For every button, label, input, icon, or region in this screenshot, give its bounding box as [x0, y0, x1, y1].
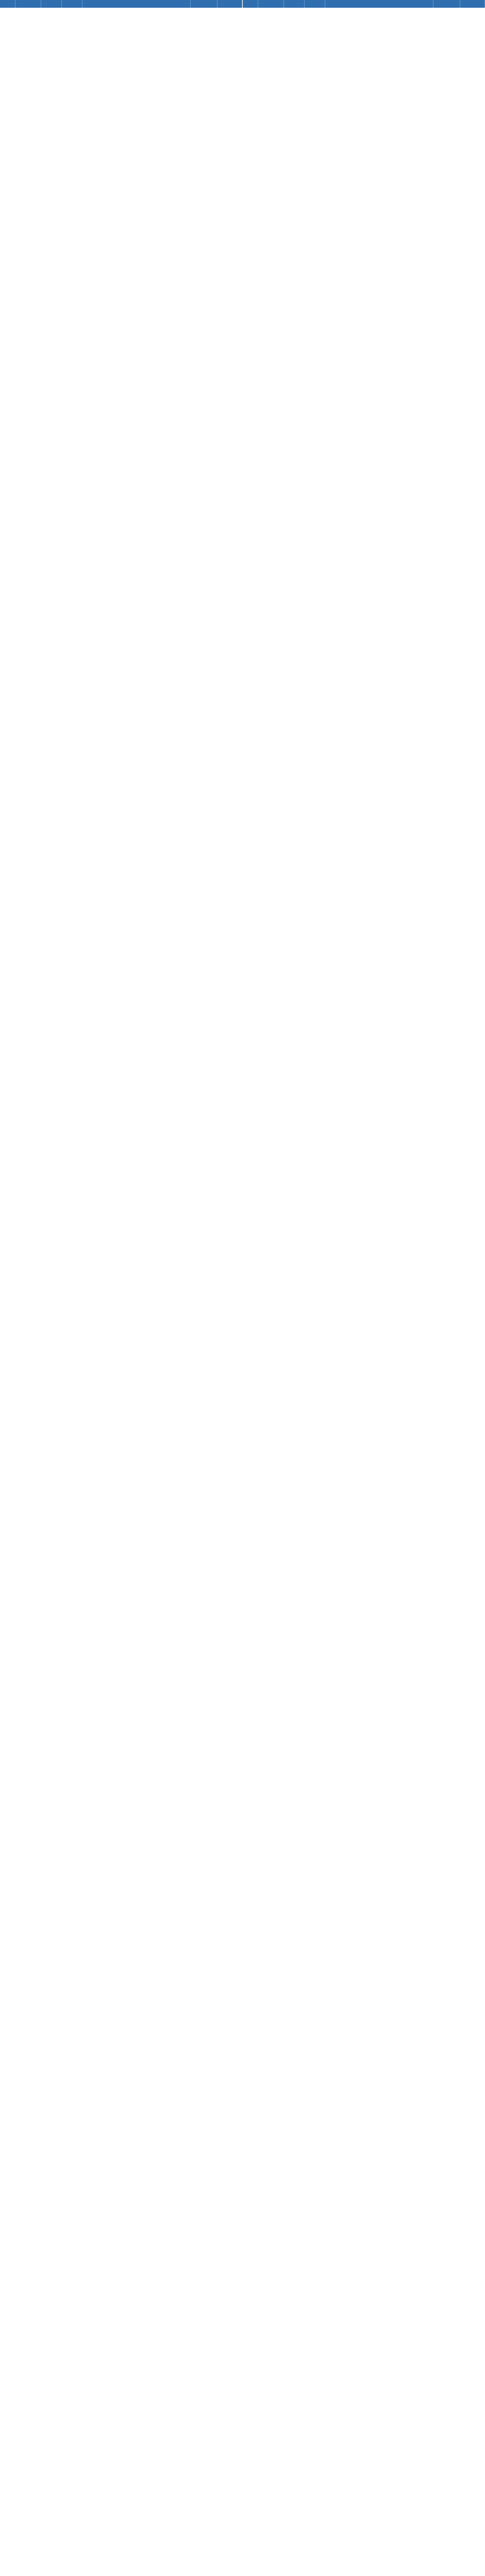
column-header	[41, 0, 62, 8]
column-header	[460, 0, 485, 8]
table-header	[0, 0, 242, 8]
column-header	[15, 0, 41, 8]
column-header	[284, 0, 305, 8]
table-body	[243, 8, 485, 2576]
table-header	[243, 0, 485, 8]
table-body	[0, 8, 242, 2576]
column-header	[82, 0, 191, 8]
column-header	[218, 0, 242, 8]
ranking-table-right	[243, 0, 485, 2576]
column-header	[258, 0, 284, 8]
column-header	[191, 0, 218, 8]
column-header	[305, 0, 325, 8]
column-header	[0, 0, 15, 8]
column-header	[325, 0, 433, 8]
column-header	[62, 0, 82, 8]
column-header	[243, 0, 258, 8]
column-header	[433, 0, 460, 8]
ranking-table-left	[0, 0, 242, 2576]
